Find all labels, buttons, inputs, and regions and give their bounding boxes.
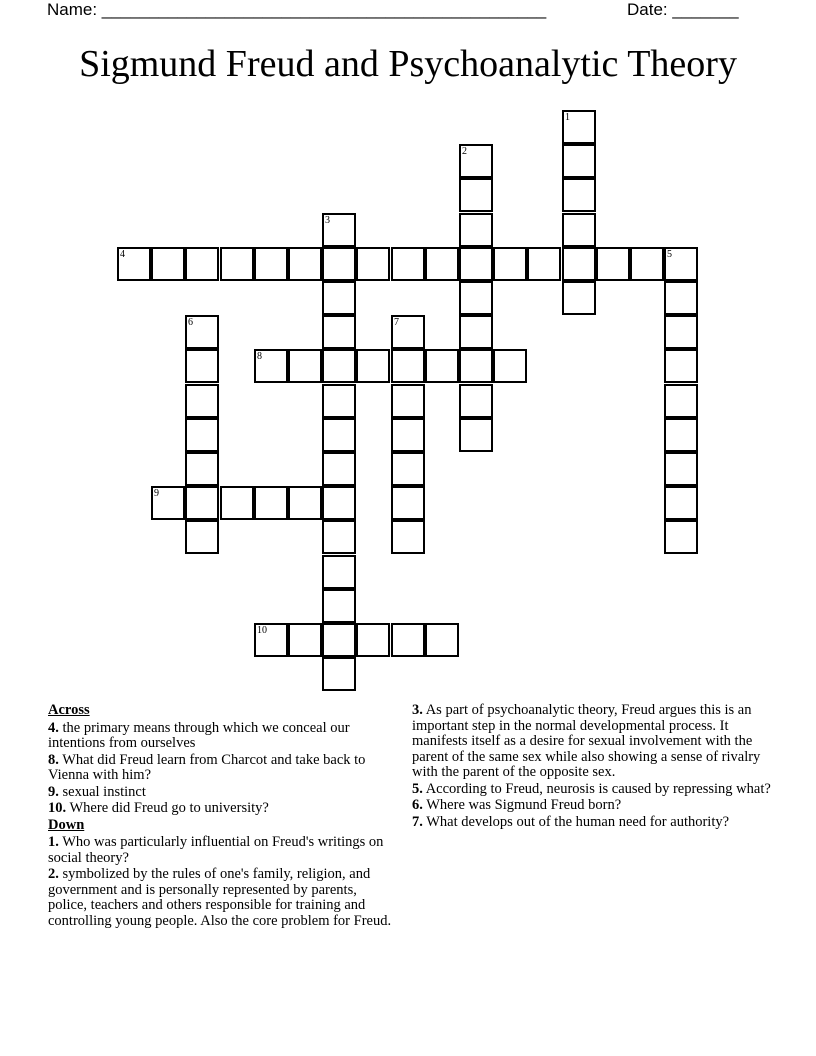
- clue-across-10: [48, 801, 393, 817]
- crossword-cell[interactable]: [391, 247, 425, 281]
- crossword-cell[interactable]: [459, 247, 493, 281]
- clue-text: Where was Sigmund Freud born?: [426, 797, 622, 813]
- crossword-cell[interactable]: [151, 486, 185, 520]
- clue-text: the primary means through which we conceal our intentions from ourselves: [48, 719, 350, 751]
- crossword-cell[interactable]: [391, 349, 425, 383]
- crossword-cell[interactable]: [322, 418, 356, 452]
- crossword-cell[interactable]: [356, 623, 390, 657]
- crossword-cell[interactable]: [562, 110, 596, 144]
- crossword-cell[interactable]: [322, 623, 356, 657]
- crossword-cell[interactable]: [562, 144, 596, 178]
- crossword-cell[interactable]: [356, 349, 390, 383]
- clue-down-2: [48, 867, 393, 929]
- crossword-cell[interactable]: [459, 384, 493, 418]
- clue-text: sexual instinct: [62, 783, 146, 800]
- crossword-cell[interactable]: [288, 349, 322, 383]
- crossword-cell[interactable]: [288, 247, 322, 281]
- crossword-cell[interactable]: [459, 178, 493, 212]
- clue-number: 6.: [412, 797, 423, 813]
- crossword-cell[interactable]: [664, 486, 698, 520]
- crossword-cell[interactable]: [391, 623, 425, 657]
- crossword-cell[interactable]: [664, 247, 698, 281]
- down-heading: Down: [48, 816, 85, 833]
- crossword-cell[interactable]: [459, 281, 493, 315]
- crossword-cell[interactable]: [220, 486, 254, 520]
- clue-number: 9.: [48, 783, 59, 800]
- clue-number: 5.: [412, 780, 423, 797]
- clue-down-3: [412, 703, 772, 781]
- crossword-cell[interactable]: [288, 486, 322, 520]
- cell-number: 9: [154, 488, 159, 499]
- crossword-cell[interactable]: [254, 247, 288, 281]
- clues-left-column: [48, 703, 393, 930]
- crossword-cell[interactable]: [356, 247, 390, 281]
- clue-text: What develops out of the human need for authority?: [426, 813, 730, 830]
- crossword-cell[interactable]: [459, 213, 493, 247]
- crossword-cell[interactable]: [185, 486, 219, 520]
- crossword-cell[interactable]: [493, 247, 527, 281]
- crossword-cell[interactable]: [151, 247, 185, 281]
- crossword-cell[interactable]: [185, 452, 219, 486]
- crossword-cell[interactable]: [664, 418, 698, 452]
- crossword-cell[interactable]: [391, 315, 425, 349]
- date-line: Date: _______: [627, 0, 739, 19]
- clue-across-4: [48, 721, 393, 752]
- crossword-cell[interactable]: [322, 555, 356, 589]
- name-line: Name: _______________________________________________: [47, 0, 547, 19]
- clue-text: Who was particularly influential on Freud's writings on social theory?: [48, 834, 384, 866]
- crossword-cell[interactable]: [562, 281, 596, 315]
- crossword-cell[interactable]: [425, 623, 459, 657]
- crossword-cell[interactable]: [254, 623, 288, 657]
- clue-down-1: [48, 835, 393, 866]
- across-heading: Across: [48, 702, 90, 718]
- crossword-cell[interactable]: [425, 349, 459, 383]
- clues-right-column: [412, 703, 772, 831]
- crossword-cell[interactable]: [664, 349, 698, 383]
- crossword-cell[interactable]: [322, 315, 356, 349]
- cell-number: 10: [257, 625, 267, 636]
- clue-number: 7.: [412, 813, 423, 830]
- clue-number: 10.: [48, 800, 67, 816]
- crossword-cell[interactable]: [185, 247, 219, 281]
- crossword-cell[interactable]: [664, 281, 698, 315]
- crossword-cell[interactable]: [664, 315, 698, 349]
- crossword-cell[interactable]: [562, 178, 596, 212]
- cell-number: 8: [257, 351, 262, 362]
- crossword-cell[interactable]: [391, 520, 425, 554]
- crossword-cell[interactable]: [185, 418, 219, 452]
- crossword-cell[interactable]: [185, 315, 219, 349]
- crossword-cell[interactable]: [322, 520, 356, 554]
- clue-text: Where did Freud go to university?: [69, 800, 269, 816]
- crossword-cell[interactable]: [322, 384, 356, 418]
- crossword-cell[interactable]: [493, 349, 527, 383]
- crossword-cell[interactable]: [459, 418, 493, 452]
- crossword-cell[interactable]: [288, 623, 322, 657]
- crossword-cell[interactable]: [185, 349, 219, 383]
- crossword-cell[interactable]: [391, 384, 425, 418]
- clue-down-5: [412, 782, 772, 798]
- clue-across-8: [48, 753, 393, 784]
- crossword-cell[interactable]: [459, 315, 493, 349]
- crossword-cell[interactable]: [562, 247, 596, 281]
- clue-number: 2.: [48, 866, 59, 882]
- crossword-cell[interactable]: [391, 486, 425, 520]
- crossword-cell[interactable]: [664, 520, 698, 554]
- clue-across-9: [48, 785, 393, 801]
- crossword-cell[interactable]: [254, 349, 288, 383]
- crossword-cell[interactable]: [322, 213, 356, 247]
- crossword-cell[interactable]: [322, 247, 356, 281]
- cell-number: 2: [462, 146, 467, 157]
- clue-number: 4.: [48, 719, 59, 736]
- cell-number: 3: [325, 215, 330, 226]
- crossword-cell[interactable]: [322, 486, 356, 520]
- clue-text: According to Freud, neurosis is caused by repressing what?: [425, 780, 771, 797]
- crossword-cell[interactable]: [322, 657, 356, 691]
- crossword-cell[interactable]: [562, 213, 596, 247]
- cell-number: 1: [565, 112, 570, 123]
- crossword-cell[interactable]: [254, 486, 288, 520]
- crossword-cell[interactable]: [391, 418, 425, 452]
- clue-number: 1.: [48, 834, 59, 850]
- crossword-cell[interactable]: [322, 281, 356, 315]
- clue-text: symbolized by the rules of one's family, religion, and government and is personally represented by parents, police, teachers and others responsible for training and controlling young people. Also the core problem for Freud.: [48, 866, 392, 929]
- cell-number: 6: [188, 317, 193, 328]
- crossword-cell[interactable]: [425, 247, 459, 281]
- crossword-cell[interactable]: [220, 247, 254, 281]
- crossword-cell[interactable]: [185, 520, 219, 554]
- cell-number: 5: [667, 249, 672, 260]
- crossword-cell[interactable]: [117, 247, 151, 281]
- cell-number: 7: [394, 317, 399, 328]
- crossword-cell[interactable]: [527, 247, 561, 281]
- clue-down-7: [412, 815, 772, 831]
- clue-text: As part of psychoanalytic theory, Freud argues this is an important step in the normal developmental process. It manifests itself as a desire for sexual involvement with the parent of the same sex while also showing a sense of rivalry with the parent of the opposite sex.: [412, 702, 761, 780]
- crossword-cell[interactable]: [459, 349, 493, 383]
- crossword-cell[interactable]: [459, 144, 493, 178]
- crossword-cell[interactable]: [391, 452, 425, 486]
- crossword-cell[interactable]: [664, 452, 698, 486]
- crossword-cell[interactable]: [322, 452, 356, 486]
- crossword-cell[interactable]: [322, 589, 356, 623]
- clue-number: 3.: [412, 702, 423, 718]
- crossword-cell[interactable]: [664, 384, 698, 418]
- crossword-cell[interactable]: [630, 247, 664, 281]
- page-title: Sigmund Freud and Psychoanalytic Theory: [79, 43, 737, 85]
- crossword-cell[interactable]: [185, 384, 219, 418]
- clue-text: What did Freud learn from Charcot and take back to Vienna with him?: [48, 751, 366, 783]
- crossword-cell[interactable]: [596, 247, 630, 281]
- clue-down-6: [412, 798, 772, 814]
- crossword-cell[interactable]: [322, 349, 356, 383]
- clue-number: 8.: [48, 751, 59, 768]
- cell-number: 4: [120, 249, 125, 260]
